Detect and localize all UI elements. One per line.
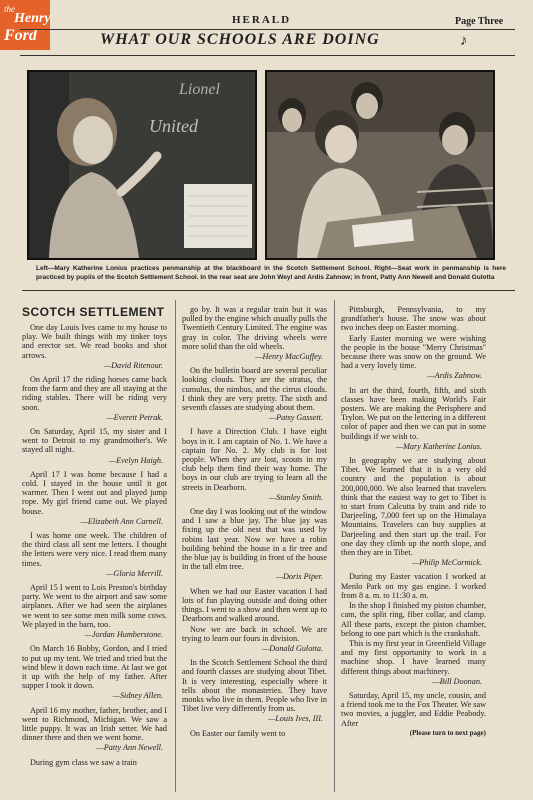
article-signature: —Louis Ives, III. — [267, 714, 323, 724]
article-signature: —Patty Ann Newell. — [96, 743, 163, 753]
article-paragraph: One day I was looking out of the window and I saw a blue jay. The blue jay was fixing up the old nest that was used by robins last year. Now we have a robin building behind the house in a fir tree and the blue jay is building in front of the house in the tall elm tree. — [182, 507, 327, 572]
article-column-1 — [22, 323, 167, 793]
article-signature: —Doris Piper. — [275, 572, 323, 582]
article-paragraph: On Easter our family went to — [190, 728, 286, 738]
section-title: SCOTCH SETTLEMENT — [22, 305, 165, 319]
continued-note: (Please turn to next page) — [409, 728, 486, 737]
article-paragraph: I have a Direction Club. I have eight boys in it. I am captain of No. 1. We have a captain for No. 2. My club is for lost people. When they are lost, scouts in my club help them find their way home. The boys in our club are trying to learn all the streets in Dearborn. — [182, 427, 327, 492]
article-paragraph: April 15 I went to Lois Preston's birthday party. We went to the airport and saw some airplanes. After we had seen the airplanes we went to see some men milk some cows. We played in the barn, too. — [22, 583, 167, 629]
article-column-2 — [182, 305, 327, 793]
article-paragraph: I was home one week. The children of the third class all sent me letters. I thought the letters were very nice. I read them many times. — [22, 531, 167, 568]
article-signature: —Patsy Gassett. — [268, 413, 323, 423]
logo-word-ford: Ford — [4, 27, 37, 44]
page-headline: WHAT OUR SCHOOLS ARE DOING — [100, 31, 380, 48]
article-signature: —Jordan Humberstone. — [84, 630, 163, 640]
page-number: Page Three — [455, 16, 504, 27]
header-rule-bottom — [20, 55, 515, 56]
article-signature: —Bill Doonan. — [432, 676, 482, 686]
article-signature: —Mary Katherine Lonius. — [395, 441, 482, 451]
article-paragraph: On Saturday, April 15, my sister and I went to Detroit to my grandmother's. We stayed all night. — [22, 427, 167, 455]
logo-the: the — [4, 4, 15, 14]
article-paragraph: April 17 I was home because I had a cold. I stayed in the house until it got warmer. Then I went out and played jump rope. My girl friend came out. We played house. — [22, 469, 167, 516]
article-paragraph: Pittsburgh, Pennsylvania, to my grandfather's house. The snow was about two inches deep on Easter morning. — [341, 305, 486, 333]
article-column-3 — [341, 305, 486, 793]
caption-rule — [22, 290, 515, 291]
article-signature: —Evelyn Haigh. — [108, 455, 163, 465]
article-paragraph: In art the third, fourth, fifth, and sixth classes have been making World's Fair posters. We are making the Perisphere and Trylon. We put on the lettering in a different color of paper and then we can put in some buildings if we wish to. — [341, 385, 486, 441]
article-signature: —Sidney Allen. — [112, 691, 163, 701]
photo-seat-work — [265, 70, 495, 260]
henry-ford-logo — [0, 0, 50, 50]
music-note-icon: ♪ — [460, 33, 468, 49]
article-paragraph: April 16 my mother, father, brother, and I went to Richmond, Michigan. We saw a little puppy. It was an Irish setter. We had dinner there and then we went home. — [22, 705, 167, 743]
article-signature: —David Ritenour. — [103, 360, 163, 370]
article-paragraph: Now we are back in school. We are trying to learn our fours in division. — [182, 624, 327, 643]
blackboard-word-1: Lionel — [179, 81, 220, 98]
article-paragraph: This is my first year in Greenfield Village and my first opportunity to work in a machine shop. I have learned many different things about machinery. — [341, 638, 486, 676]
article-paragraph: In geography we are studying about Tibet. We learned that it is a very old country and the population is about 200,000,000. We also learned that travelers think that the easiest way to get to Tibet is to start from Calcutta by train and ride to Darjeeling, 7,000 feet up on the Himalaya Mountains. Travelers can buy supplies at Darjeeling and then start up the trail. For one day they climb up the north slope, and then they are in Tibet. — [341, 456, 486, 558]
article-signature: —Gloria Merrill. — [106, 568, 163, 578]
article-paragraph: Saturday, April 15, my uncle, cousin, and a friend took me to the Fox Theater. We saw two movies, a juggler, and Eddie Peabody. After — [341, 690, 486, 728]
article-paragraph: go by. It was a regular train but it was pulled by the engine which usually pulls the Twentieth Century Limited. The engine was gray in color. The driving wheels were more solid than the old wheels. — [182, 305, 327, 351]
article-paragraph: In the Scotch Settlement School the third and fourth classes are studying about Tibet. It is very interesting, especially where it tells about the monasteries. They have monks who live in them. People who live in Tibet live very differently from us. — [182, 658, 327, 714]
article-signature: —Stanley Smith. — [268, 492, 323, 502]
blackboard-word-2: United — [149, 116, 198, 136]
column-divider-2 — [334, 300, 335, 792]
article-paragraph: When we had our Easter vacation I had lots of fun playing outside and doing other things. I went to a show and then went up to Dearborn and walked around. — [182, 586, 327, 624]
article-signature: —Everett Petrak. — [106, 412, 163, 422]
article-paragraph: During my Easter vacation I worked at Menlo Park on my gas engine. I worked from 8 a. m. to 11:30 a. m. — [341, 572, 486, 600]
article-paragraph: On March 16 Bobby, Gordon, and I tried to put up my tent. We tried and tried but the wind blew it down each time. At last we got it up with the help of my father. After supper I took it down. — [22, 644, 167, 691]
newspaper-title: HERALD — [232, 14, 292, 26]
column-divider-1 — [175, 300, 176, 792]
article-signature: —Elizabeth Ann Carnell. — [80, 516, 163, 526]
logo-word-henry: Henry — [14, 11, 51, 26]
article-paragraph: During gym class we saw a train — [30, 757, 137, 767]
article-paragraph: In the shop I finished my piston chamber, cam, the split ring, fiber collar, and clamp. All these parts, except the piston chamber, belong to one part which is the crankshaft. — [341, 601, 486, 638]
article-paragraph: On April 17 the riding horses came back from the farm and they are all staying at the riding stables. There will be riding very soon. — [22, 375, 167, 412]
article-paragraph: One day Louis Ives came to my house to play. We built things with my tinker toys and erector set. We read books and shot arrows. — [22, 323, 167, 360]
article-paragraph: Early Easter morning we were wishing the people in the house "Merry Christmas" because there was snow on the ground. We had a very lovely time. — [341, 333, 486, 371]
article-signature: —Donald Gulotta. — [262, 643, 323, 653]
article-paragraph: On the bulletin board are several peculiar looking clouds. They are the stratus, the cumulus, the nimbus, and the cirrus clouds. I think they are very pretty. The sixth and seventh classes are studying about them. — [182, 366, 327, 413]
article-signature: —Henry MacGuffey. — [255, 352, 323, 362]
photo-blackboard — [27, 70, 257, 260]
photo-caption: Left—Mary Katherine Lonius practices penmanship at the blackboard in the Scotch Settlement School. Right—Seat work in penmanship is here practiced by pupils of the Scotch Settlement School. In the rear seat are John Weyl and Ardis Zahnow; in front, Patty Ann Newell and Donald Gulotta — [36, 265, 506, 281]
header-rule-top — [20, 29, 515, 30]
article-signature: —Philip McCormick. — [411, 558, 482, 568]
article-signature: —Ardis Zahnow. — [427, 371, 482, 381]
